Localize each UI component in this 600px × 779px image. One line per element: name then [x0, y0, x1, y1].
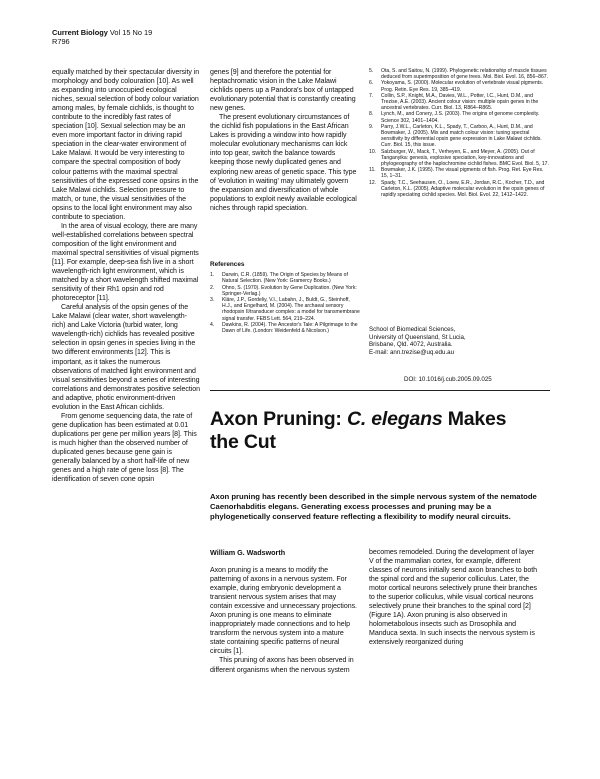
article-para-3: becomes remodeled. During the development of layer V of the mammalian cortex, for example, different classes of neurons initially send axon branches to both the spinal cord and the superior colliculus. Later, the motor cortical neurons selectively prune their branches to the superior colliculus, while visual cortical neurons selectively prune their branches to the spinal cord [2] (Figure 1A). Axon pruning is also observed in holometabolous insects such as Drosophila and Manduca sexta. In such insects the nervous system is extensively reorganized during — [369, 549, 538, 647]
col2-para-1: genes [9] and therefore the potential for heptachromatic vision in the Lake Malawi cichlids opens up a Pandora's box of untapped evolutionary potential that is constantly creating new genes. — [210, 69, 356, 113]
reference-item: 10. Salzburger, W., Mack, T., Verheyen, E., and Meyer, A. (2005). Out of Tanganyika: genesis, explosive speciation, key-innovations and phylogeography of the haplochromine cichlid fishes. BMC Evol. Biol. 5, 17. — [369, 148, 549, 168]
author-name: William G. Wadsworth — [210, 548, 286, 557]
column-1 — [52, 68, 200, 484]
running-header — [52, 28, 152, 46]
journal-name: Current Biology — [52, 28, 108, 37]
reference-item: 11. Bowmaker, J.K. (1995). The visual pigments of fish. Prog. Ret. Eye Res. 15, 1–31. — [369, 167, 544, 180]
col1-para-1: equally matched by their spectacular diversity in morphology and body colouration [10]. As well as expanding into unoccupied ecological niches, sexual selection of body colour variation among males, by female cichlids, is thought to contribute to the incredibly fast rates of speciation [10]. Sexual selection may be an even more important factor in driving rapid speciation in the clear-water environment of Lake Malawi. It would be very interesting to compare the spectral composition of body colour patterns with the maximal spectral sensitivities of the expressed cone opsins in the Lake Malawi cichlids. Selection pressure to match, or tune, the visual sensitivities of the opsins to the local light environment may also contribute to speciation. — [52, 69, 200, 221]
affiliation-line: School of Biomedical Sciences, — [369, 326, 456, 333]
col1-para-3: Careful analysis of the opsin genes of the Lake Malawi (clear water, short wavelength-rich) and Lake Victoria (turbid water, long wavelength-rich) cichlids has revealed positive selection in opsin genes in species living in the two different environments [12]. This is important, as it takes the numerous observations of matched light environment and visual sensitivities beyond a series of interesting correlations and demonstrates positive selection and adaptive, photic environment-driven evolution in the East African cichlids. — [52, 304, 201, 411]
affiliation — [369, 326, 549, 356]
doi: DOI: 10.1016/j.cub.2005.09.025 — [404, 376, 492, 383]
reference-item: 9. Parry, J.W.L., Carleton, K.L., Spady, T., Carboo, A., Hunt, D.M., and Bowmaker, J. (2005). Mix and match colour vision: tuning spectral sensitivity by differential opsin gene expression in Lake Malawi cichlids. Curr. Biol. 15, this issue. — [369, 123, 542, 149]
article-column-2 — [210, 566, 360, 675]
page-number: R796 — [52, 37, 70, 46]
affiliation-line: Brisbane, Qld. 4072, Australia. — [369, 341, 453, 349]
article-abstract: Axon pruning has recently been described in the simple nervous system of the nematode Caenorhabditis elegans. Generating excess processes and pruning may be a phylogenetically conserved feature reflecting a flexibility to modify neural circuits. — [210, 492, 537, 521]
col2-para-2: The present evolutionary circumstances of the cichlid fish populations in the East African Lakes is providing a window into how rapidly molecular evolutionary mechanisms can kick into top gear, switch the balance towards keeping those newly duplicated genes and exploring new areas of genetic space. This type of 'evolution in waiting' may ultimately govern the expansion and diversification of whole populations to exploit newly available ecological niches through rapid speciation. — [210, 114, 357, 212]
references-heading: References — [210, 261, 245, 268]
column-2 — [210, 68, 358, 213]
article-title: Axon Pruning: C. elegans Makes the Cut — [210, 408, 507, 453]
article-column-3 — [369, 548, 539, 648]
reference-item: 6. Yokoyama, S. (2000). Molecular evolution of vertebrate visual pigments. Prog. Retin. Eye Res. 19, 385–419. — [369, 80, 544, 93]
affiliation-line: University of Queensland, St Lucia, — [369, 333, 466, 341]
reference-item: 3. Kläre, J.P., Gordeliy, V.I., Labahn, J., Buldt, G., Steinhoff, H.J., and Engelhard, M. (2004). The archaeal sensory rhodopsin II/transducer complex: a model for transmembrane signal transfer. FEBS Lett. 564, 219–224. — [210, 297, 360, 322]
reference-item: 8. Lynch, M., and Conery, J.S. (2003). The origins of genome complexity. Science 302, 1401–1404. — [369, 111, 540, 124]
reference-item: 4. Dawkins, R. (2004). The Ancestor's Tale: A Pilgrimage to the Dawn of Life. (London: Weidenfeld & Nicolson.) — [210, 321, 358, 335]
references-block-2 — [369, 68, 549, 198]
reference-item: 5. Ota, S. and Saitou, N. (1999). Phylogenetic relationship of muscle tissues deduced from superimposition of gene trees. Mol. Biol. Evol. 16, 856–867. — [369, 68, 549, 81]
references-block-1 — [210, 262, 360, 334]
title-rule — [210, 390, 550, 391]
col1-para-4: From genome sequencing data, the rate of gene duplication has been estimated at 0.01 duplications per gene per million years [8]. This is much higher than the observed number of duplicated genes because gene gain is generally balanced by a short half-life of new genes and a high rate of gene loss [8]. The identification of seven cone opsin — [52, 412, 197, 484]
reference-item: 12. Spady, T.C., Seehausen, O., Loew, E.R., Jordan, R.C., Kocher, T.D., and Carleton, K.L. (2005). Adaptive molecular evolution in the opsin genes of rapidly speciating cichlid species. Mol. Biol. Evol. 22, 1412–1422. — [369, 179, 545, 199]
affiliation-email: E-mail: ann.trezise@uq.edu.au — [369, 348, 455, 356]
reference-item: 2. Ohno, S. (1970). Evolution by Gene Duplication. (New York: Springer-Verlag.) — [210, 284, 357, 297]
journal-volume: Vol 15 No 19 — [109, 28, 153, 37]
article-para-1: Axon pruning is a means to modify the patterning of axons in a nervous system. For example, during embryonic development a transient nervous system arises that may contain excessive and unnecessary projections. Axon pruning is one means to eliminate inappropriately made connections and to help transform the nervous system into a mature state containing specific patterns of neural circuits [1]. — [210, 567, 357, 656]
article-para-2: This pruning of axons has been observed in different organisms when the nervous system — [210, 657, 354, 674]
reference-item: 7. Collin, S.P., Knight, M.A., Davies, W.L., Potter, I.C., Hunt, D.M., and Trezise, A.E. (2003). Ancient colour vision: multiple opsin genes in the ancestral vertebrates. Curr. Biol. 13, R864–R865. — [369, 92, 539, 112]
reference-item: 1. Darwin, C.R. (1859). The Origin of Species by Means of Natural Selection. (New York: Gramercy Books.) — [210, 272, 348, 285]
col1-para-2: In the area of visual ecology, there are many well-established correlations between spectral composition of the light environment and maximal spectral sensitivities of visual pigments [11]. For example, deep-sea fish live in a short wavelength-rich light environment, which is matched by a short wavelength shifted maximal sensitivity of their Rh1 opsin and rod photoreceptor [11]. — [52, 222, 199, 303]
